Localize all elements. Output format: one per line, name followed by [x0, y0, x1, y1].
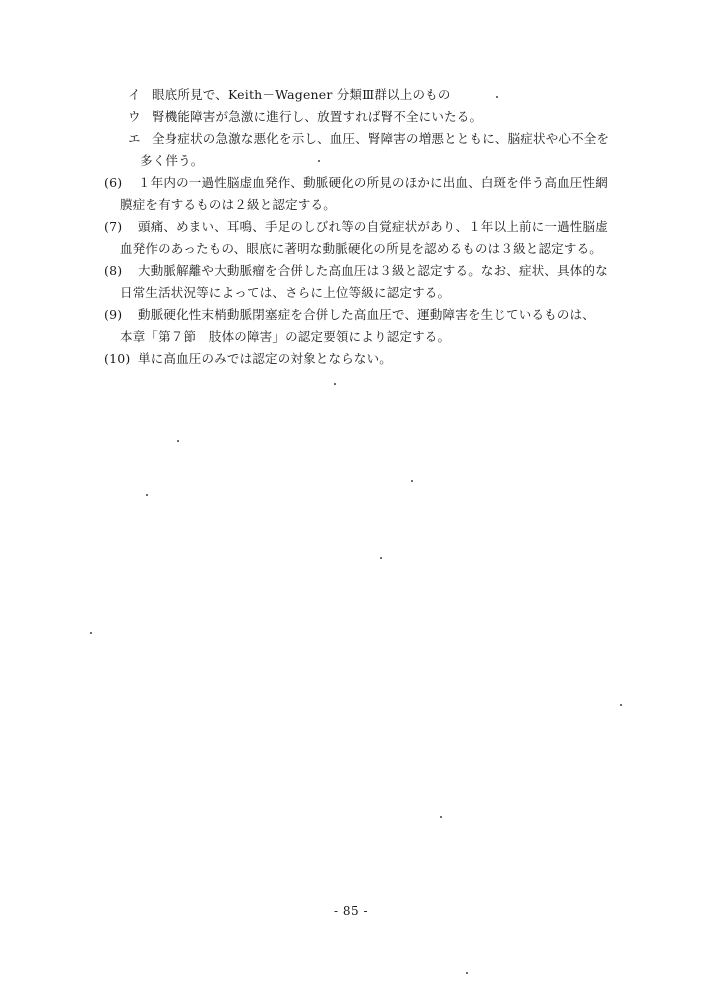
- scan-speck: [466, 972, 468, 974]
- list-text: 大動脈解離や大動脈瘤を合併した高血圧は３級と認定する。なお、症状、具体的な: [138, 263, 608, 278]
- scan-speck: [620, 704, 622, 706]
- list-item-10: [104, 348, 664, 370]
- list-text: 血発作のあったもの、眼底に著明な動脈硬化の所見を認めるものは３級と認定する。: [120, 241, 602, 256]
- list-text: 本章「第７節 肢体の障害」の認定要領により認定する。: [120, 329, 451, 344]
- list-item-e-continued: [104, 150, 664, 172]
- scan-speck: [318, 160, 320, 162]
- scan-speck: [411, 480, 413, 482]
- list-item-9-continued: [104, 326, 664, 348]
- list-item-9: [104, 304, 664, 326]
- list-item-8-continued: [104, 282, 664, 304]
- list-item-6-continued: [104, 194, 664, 216]
- list-marker: イ: [128, 87, 141, 102]
- list-marker: (10): [104, 351, 131, 366]
- list-item-6: [104, 172, 664, 194]
- scan-speck: [380, 557, 382, 559]
- list-marker: (9): [104, 307, 123, 322]
- scan-speck: [440, 816, 442, 818]
- scan-speck: [146, 494, 148, 496]
- list-item-i: [104, 84, 664, 106]
- list-text: １年内の一過性脳虚血発作、動脈硬化の所見のほかに出血、白斑を伴う高血圧性網: [138, 175, 608, 190]
- list-item-7: [104, 216, 664, 238]
- list-text: 単に高血圧のみでは認定の対象とならない。: [138, 351, 393, 366]
- list-text: 眼底所見で、Keith－Wagener 分類Ⅲ群以上のもの: [152, 87, 451, 102]
- document-body: [104, 84, 664, 370]
- list-text: 頭痛、めまい、耳鳴、手足のしびれ等の自覚症状があり、１年以上前に一過性脳虚: [138, 219, 608, 234]
- scan-speck: [177, 440, 179, 442]
- list-marker: (6): [104, 175, 123, 190]
- list-marker: ウ: [128, 109, 141, 124]
- scan-speck: [496, 96, 498, 98]
- list-marker: エ: [128, 131, 141, 146]
- list-text: 多く伴う。: [140, 153, 204, 168]
- page-number: - 85 -: [333, 904, 368, 918]
- list-item-8: [104, 260, 664, 282]
- list-item-e: [104, 128, 664, 150]
- list-text: 腎機能障害が急激に進行し、放置すれば腎不全にいたる。: [152, 109, 483, 124]
- scan-speck: [90, 632, 92, 634]
- list-text: 動脈硬化性末梢動脈閉塞症を合併した高血圧で、運動障害を生じているものは、: [138, 307, 595, 322]
- list-marker: (8): [104, 263, 123, 278]
- list-item-u: [104, 106, 664, 128]
- list-text: 膜症を有するものは２級と認定する。: [120, 197, 336, 212]
- list-text: 全身症状の急激な悪化を示し、血圧、腎障害の増悪とともに、脳症状や心不全を: [152, 131, 610, 146]
- list-text: 日常生活状況等によっては、さらに上位等級に認定する。: [120, 285, 451, 300]
- scan-speck: [334, 383, 336, 385]
- list-item-7-continued: [104, 238, 664, 260]
- list-marker: (7): [104, 219, 123, 234]
